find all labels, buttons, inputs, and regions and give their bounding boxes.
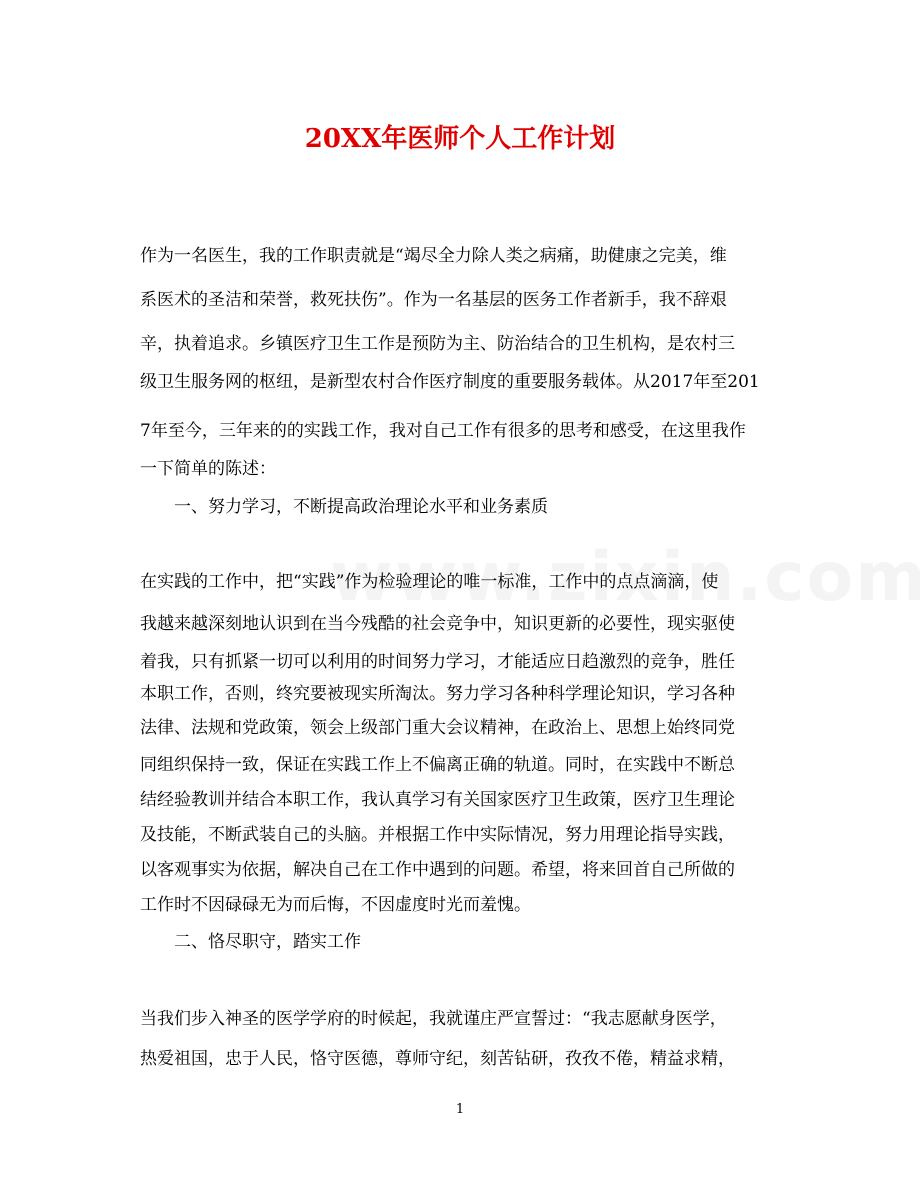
page-number: 1 [455, 1102, 465, 1117]
section-heading: 二、恪尽职守，踏实工作 [174, 932, 361, 952]
paragraph-line: 当我们步入神圣的医学学府的时候起，我就谨庄严宣誓过：“我志愿献身医学， [140, 1009, 727, 1029]
paragraph-line: 及技能，不断武装自己的头脑。并根据工作中实际情况，努力用理论指导实践， [140, 825, 735, 845]
paragraph-line: 在实践的工作中，把“实践”作为检验理论的唯一标准，工作中的点点滴滴，使 [140, 572, 719, 592]
paragraph-line: 热爱祖国，忠于人民，恪守医德，尊师守纪，刻苦钻研，孜孜不倦，精益求精， [140, 1049, 735, 1069]
paragraph-line: 以客观事实为依据，解决自己在工作中遇到的问题。希望，将来回首自己所做的 [140, 860, 735, 880]
section-heading: 一、努力学习，不断提高政治理论水平和业务素质 [174, 497, 548, 517]
paragraph-line: 本职工作，否则，终究要被现实所淘汰。努力学习各种科学理论知识，学习各种 [140, 684, 735, 704]
paragraph-line: 工作时不因碌碌无为而后悔，不因虚度时光而羞愧。 [140, 895, 531, 915]
paragraph-line: 结经验教训并结合本职工作，我认真学习有关国家医疗卫生政策，医疗卫生理论 [140, 790, 735, 810]
paragraph-line: 7年至今，三年来的的实践工作，我对自己工作有很多的思考和感受，在这里我作 [140, 421, 746, 441]
paragraph-line: 同组织保持一致，保证在实践工作上不偏离正确的轨道。同时，在实践中不断总 [140, 755, 735, 775]
paragraph-line: 我越来越深刻地认识到在当今残酷的社会竞争中，知识更新的必要性，现实驱使 [140, 614, 735, 634]
paragraph-line: 法律、法规和党政策，领会上级部门重大会议精神，在政治上、思想上始终同党 [140, 718, 735, 738]
paragraph-line: 作为一名医生，我的工作职责就是“竭尽全力除人类之病痛，助健康之完美，维 [140, 246, 727, 266]
paragraph-line: 着我，只有抓紧一切可以利用的时间努力学习，才能适应日趋激烈的竞争，胜任 [140, 652, 735, 672]
paragraph-line: 一下简单的陈述： [140, 459, 276, 479]
paragraph-line: 系医术的圣洁和荣誉，救死扶伤”。作为一名基层的医务工作者新手，我不辞艰 [140, 290, 727, 310]
paragraph-line: 级卫生服务网的枢纽，是新型农村合作医疗制度的重要服务载体。从2017年至201 [140, 372, 760, 392]
paragraph-line: 辛，执着追求。乡镇医疗卫生工作是预防为主、防治结合的卫生机构，是农村三 [140, 334, 735, 354]
document-title: 20XX年医师个人工作计划 [304, 124, 616, 154]
